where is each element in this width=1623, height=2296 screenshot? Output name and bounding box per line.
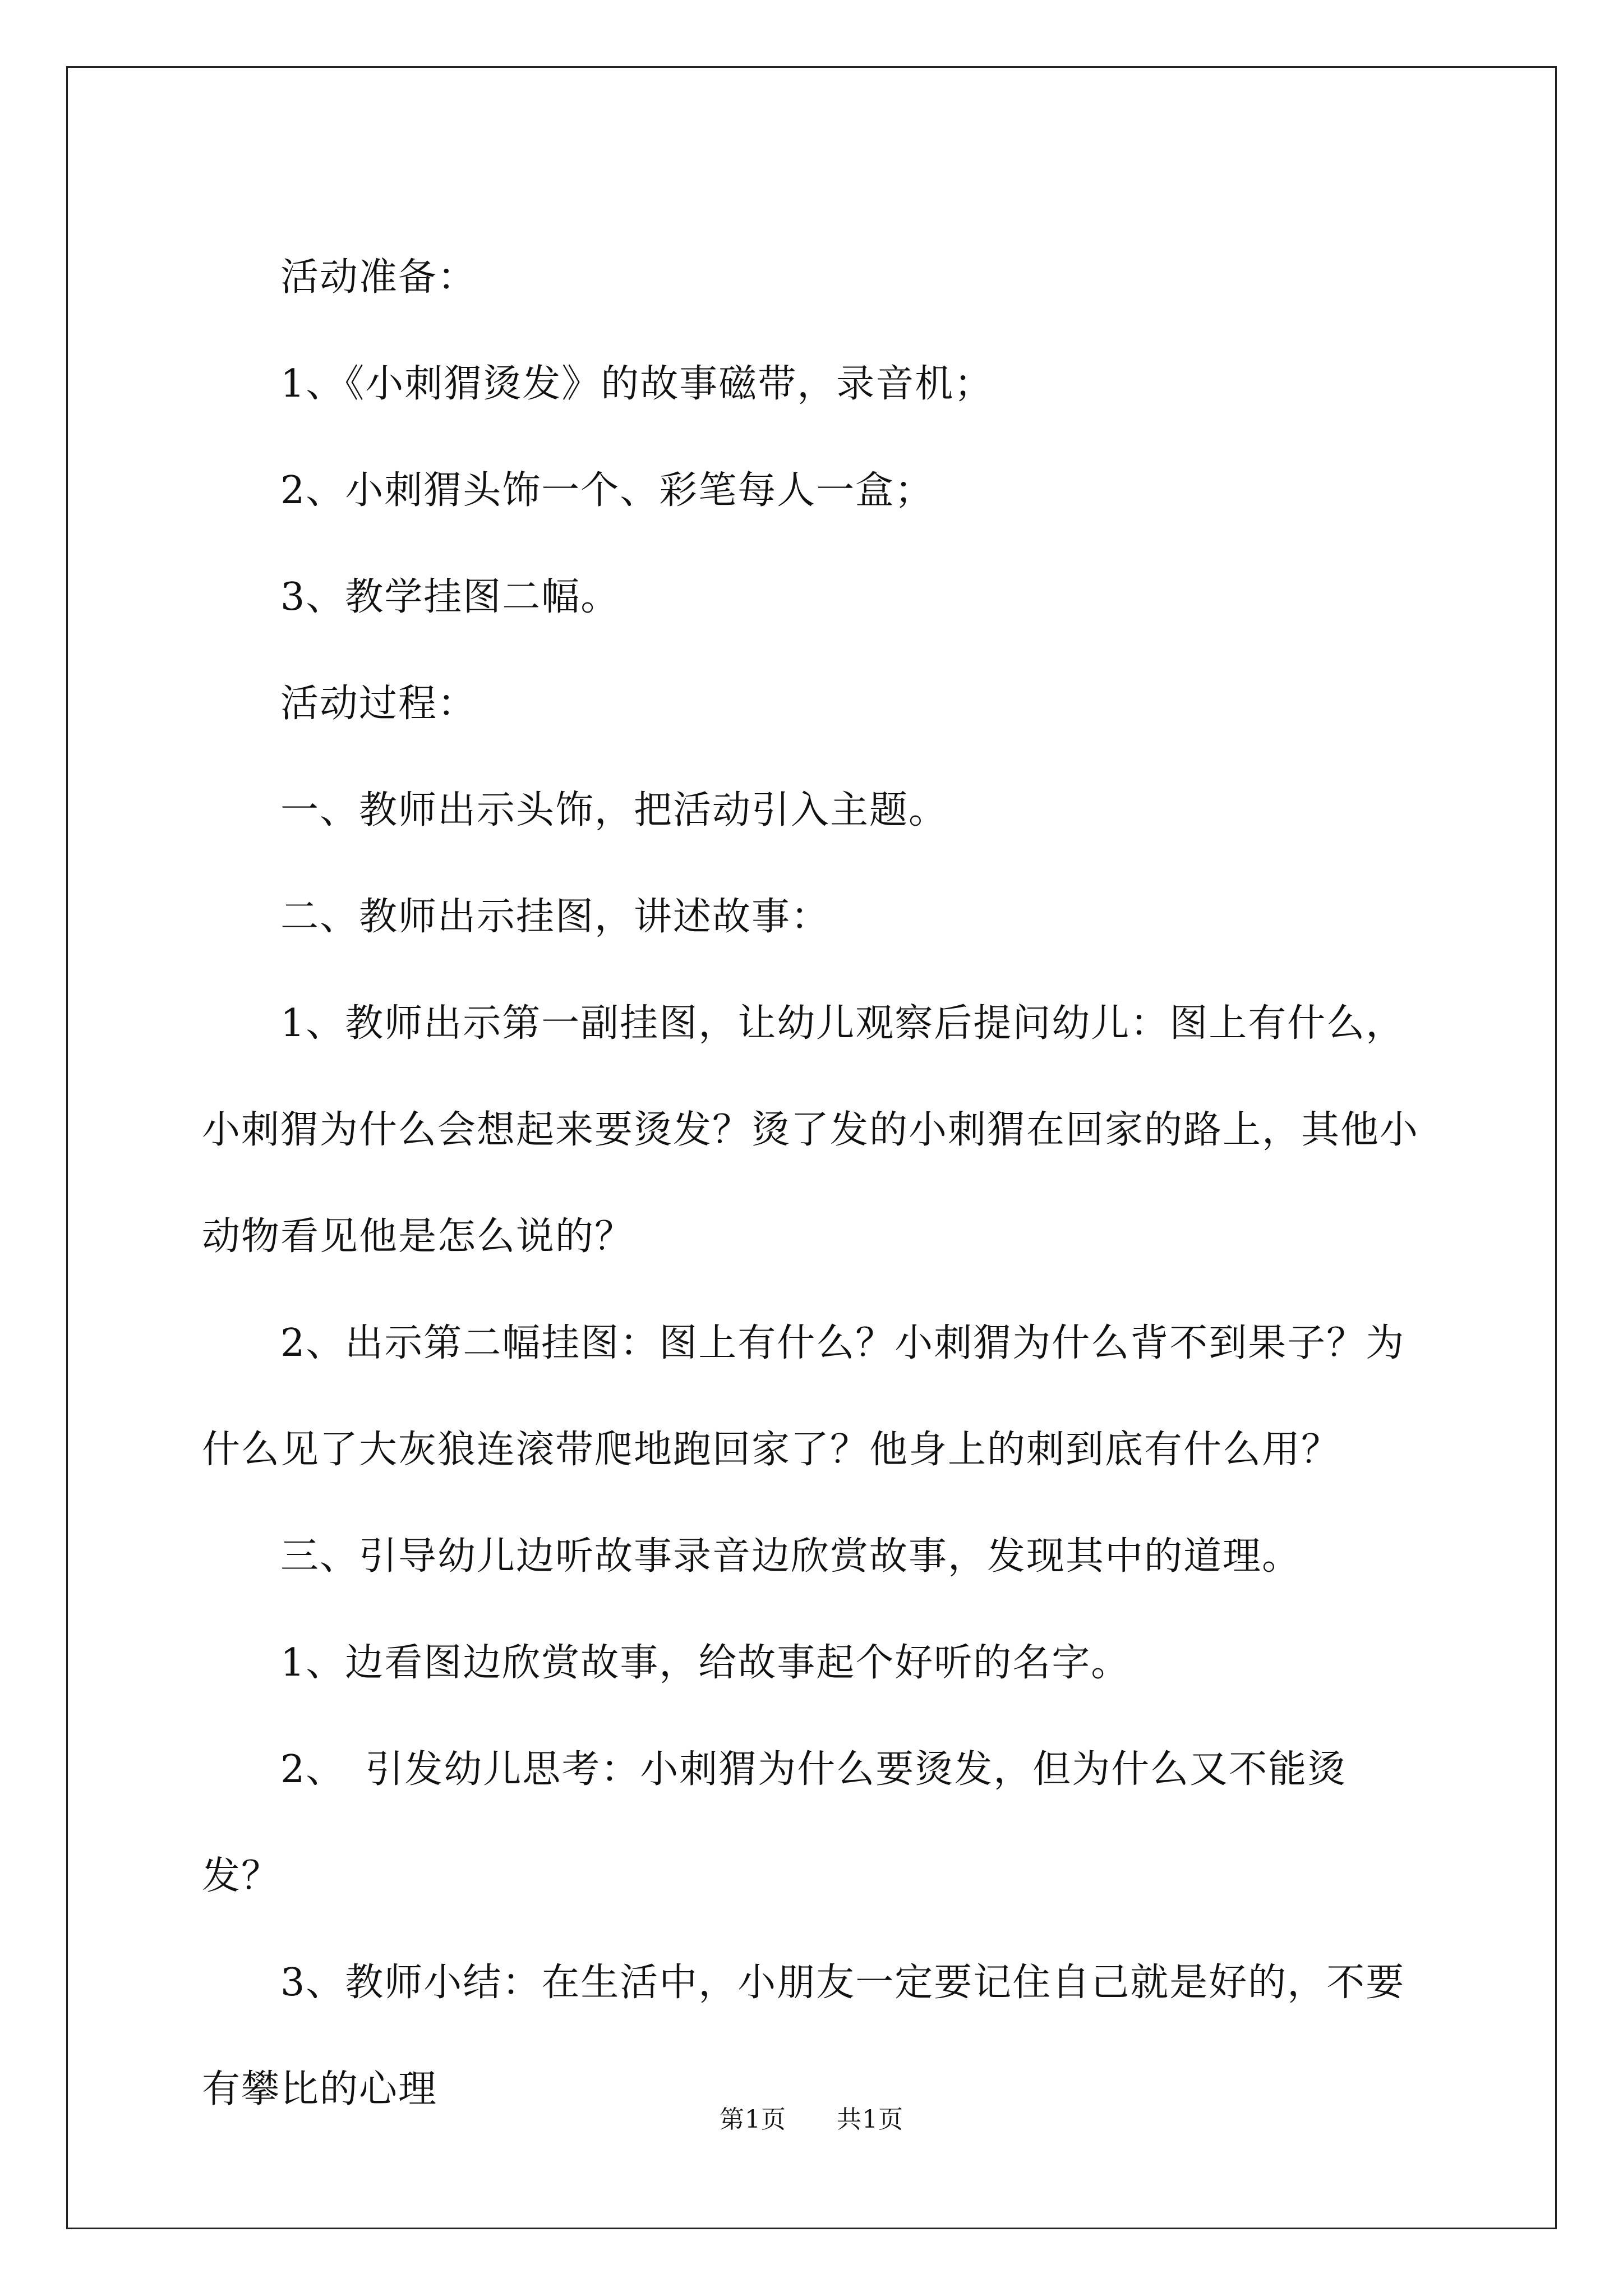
paragraph-item: 3、教学挂图二幅。 <box>280 575 620 619</box>
paragraph-heading-preparation: 活动准备： <box>280 255 477 300</box>
page-total-label: 共1页 <box>837 2105 903 2134</box>
paragraph-item: 1、边看图边欣赏故事，给故事起个好听的名字。 <box>280 1641 1131 1685</box>
document-body <box>202 224 1424 2143</box>
paragraph-item: 3、教师小结：在生活中，小朋友一定要记住自己就是好的，不要有攀比的心理 <box>202 1961 1405 2111</box>
page-footer <box>0 2099 1623 2135</box>
paragraph-item: 2、小刺猬头饰一个、彩笔每人一盒； <box>280 468 934 513</box>
paragraph-item: 三、引导幼儿边听故事录音边欣赏故事，发现其中的道理。 <box>280 1534 1302 1579</box>
paragraph-item: 2、出示第二幅挂图：图上有什么？小刺猬为什么背不到果子？为什么见了大灰狼连滚带爬地跑回家了？他身上的刺到底有什么用？ <box>202 1321 1405 1472</box>
paragraph-item: 二、教师出示挂图，讲述故事： <box>280 895 831 939</box>
paragraph-item: 1、《小刺猬烫发》的故事磁带，录音机； <box>280 362 994 406</box>
page-number-label: 第1页 <box>720 2105 786 2134</box>
paragraph-heading-process: 活动过程： <box>280 682 477 726</box>
paragraph-item: 1、教师出示第一副挂图，让幼儿观察后提问幼儿：图上有什么，小刺猬为什么会想起来要烫发？烫了发的小刺猬在回家的路上，其他小动物看见他是怎么说的？ <box>202 1001 1419 1259</box>
paragraph-item: 一、教师出示头饰，把活动引入主题。 <box>280 788 948 832</box>
paragraph-item: 2、 引发幼儿思考：小刺猬为什么要烫发，但为什么又不能烫发？ <box>202 1747 1347 1898</box>
